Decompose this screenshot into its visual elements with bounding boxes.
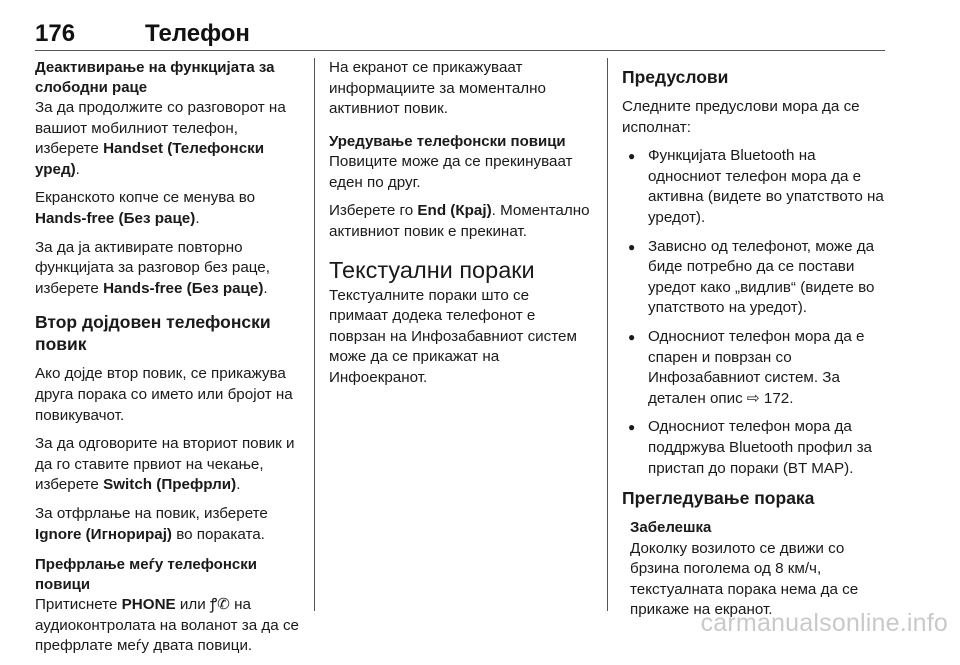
steering-phone-icon: ꝭ✆ [209,596,230,614]
paragraph: На екранот се прикажуваат информациите за моментално активниот повик. [329,59,546,118]
page-number: 176 [35,20,76,47]
paragraph: За да одговорите на вториот повик и да го ставите првиот на чекање, изберете Switch (Префрли). [35,435,295,494]
list-item: ● Односниот телефон мора да поддржува Bluetooth профил за пристап до пораки (BT MAP). [622,417,890,479]
column-2 [329,58,591,397]
prerequisite-list [622,146,890,479]
paragraph: Следните предуслови мора да се исполнат: [622,98,860,136]
handsfree-label: Hands-free (Без раце) [103,279,264,297]
watermark: carmanualsonline.info [700,609,948,637]
heading-manage-calls: Уредување телефонски повици [329,132,566,150]
end-label: End (Крај) [417,202,492,220]
paragraph: За да продолжите со разговорот на вашиот мобилниот телефон, изберете Handset (Телефонски уред). [35,99,286,178]
heading-deactivate-handsfree: Деактивирање на функцијата за слободни раце [35,59,275,96]
heading-toggle-calls: Префрлање меѓу телефонски повици [35,556,257,593]
paragraph: Ако дојде втор повик, се прикажува друга порака со името или бројот на повикувачот. [35,365,293,424]
section-title: Телефон [145,20,250,47]
handsfree-label: Hands-free (Без раце) [35,209,196,227]
heading-view-message: Прегледување порака [622,488,815,509]
heading-second-call: Втор дојдовен телефонски повик [35,312,271,355]
paragraph: Повиците може да се прекинуваат еден по друг. [329,153,573,191]
page-ref-arrow-icon: ⇨ [746,389,760,407]
column-3 [622,58,890,629]
paragraph: Изберете го End (Крај). Моментално активниот повик е прекинат. [329,202,590,241]
switch-label: Switch (Префрли) [103,476,237,494]
list-item: ● Функцијата Bluetooth на односниот телефон мора да е активна (видете во упатството на уредот). [622,146,890,228]
heading-prerequisites: Предуслови [622,67,729,87]
column-1 [35,58,303,665]
paragraph: За отфрлање на повик, изберете Ignore (Игнорирај) во пораката. [35,504,268,543]
column-divider-2 [607,58,608,611]
paragraph: Екранското копче се менува во Hands-free (Без раце). [35,189,256,227]
heading-text-messages: Текстуални пораки [329,256,535,283]
note-text: Доколку возилото се движи со брзина поголема од 8 км/ч, текстуалната порака нема да се прикаже на екранот. [630,539,859,619]
paragraph: Притиснете PHONE или ꝭ✆ на аудиоконтролата на воланот за да се префрлате меѓу двата повици. [35,596,299,655]
note-box [622,518,890,621]
column-divider-1 [314,58,315,611]
list-item: ● Односниот телефон мора да е спарен и поврзан со Инфозабавниот систем. За детален опис ⇨ 172. [622,327,890,409]
list-item: ● Зависно од телефонот, може да биде потребно да се постави уредот како „видлив“ (видете во упатството на уредот). [622,237,890,319]
paragraph: За да ја активирате повторно функцијата за разговор без раце, изберете Hands-free (Без раце). [35,238,270,297]
ignore-label: Ignore (Игнорирај) [35,525,172,543]
page-header [35,22,885,51]
note-title: Забелешка [630,519,712,537]
phone-label: PHONE [121,596,176,614]
handset-label: Handset (Телефонски уред) [35,140,265,178]
paragraph: Текстуалните пораки што се примаат додека телефонот е поврзан на Инфозабавниот систем може да се прикажат на Инфоекранот. [329,286,577,387]
